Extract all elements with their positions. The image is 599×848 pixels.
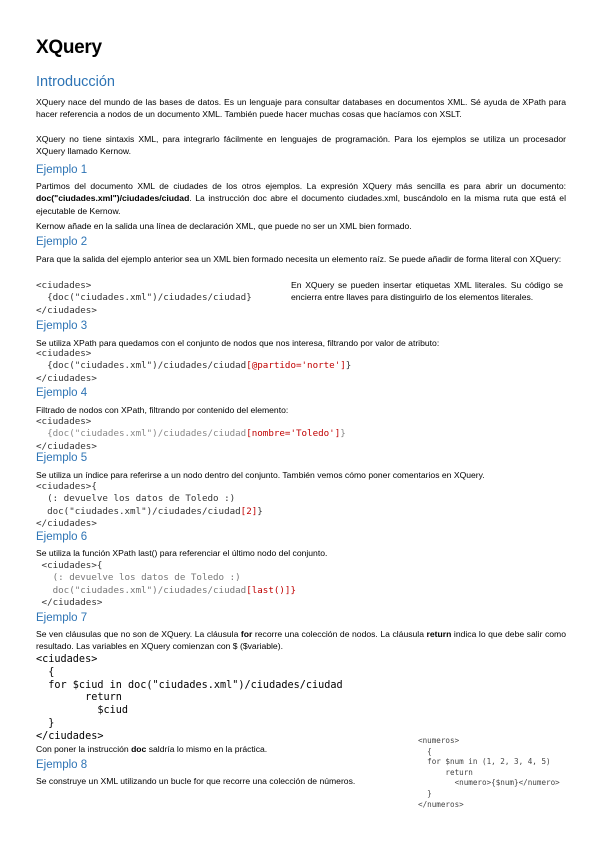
ejemplo-2-code: <ciudades> {doc("ciudades.xml")/ciudades/ciudad} </ciudades> — [36, 280, 252, 316]
heading-ejemplo-8: Ejemplo 8 — [36, 759, 88, 771]
ejemplo-8-paragraph: Se construye un XML utilizando un bucle for que recorre una colección de números. — [36, 776, 356, 786]
ejemplo-7-code: <ciudades> { for $ciud in doc("ciudades.xml")/ciudades/ciudad return $ciud } </ciudades> — [36, 654, 343, 742]
heading-ejemplo-6: Ejemplo 6 — [36, 531, 88, 543]
ejemplo-6-paragraph: Se utiliza la función XPath last() para referenciar el último nodo del conjunto. — [36, 548, 328, 558]
ejemplo-7-paragraph-1: Se ven cláusulas que no son de XQuery. La cláusula for recorre una colección de nodos. La cláusula return indica lo que debe salir como resultado. Las variables en XQuery comienzan con $ ($variable). — [36, 629, 566, 652]
heading-ejemplo-5: Ejemplo 5 — [36, 452, 88, 464]
ejemplo-4-code: <ciudades> {doc("ciudades.xml")/ciudades/ciudad[nombre='Toledo']} </ciudades> — [36, 416, 346, 452]
ejemplo-2-side-note: En XQuery se pueden insertar etiquetas XML literales. Su código se encierra entre llaves para distinguirlo de los elementos literales. — [291, 280, 563, 303]
ejemplo-7-paragraph-2: Con poner la instrucción doc saldría lo mismo en la práctica. — [36, 744, 268, 754]
ejemplo-4-paragraph: Filtrado de nodos con XPath, filtrando por contenido del elemento: — [36, 405, 289, 415]
ejemplo-1-paragraph-1: Partimos del documento XML de ciudades de los otros ejemplos. La expresión XQuery más sencilla es para abrir un documento: doc("ciudades.xml")/ciudades/ciudad. La instrucción doc abre el documento ciudades.xml, buscándolo en la misma ruta que está el ejecutable de Kernow. — [36, 181, 566, 216]
intro-paragraph-1: XQuery nace del mundo de las bases de datos. Es un lenguaje para consultar databases en documentos XML. Sé ayuda de XPath para hacer referencia a nodos de un documento XML. También puede hacer muchas cosas que hacíamos con XSLT. — [36, 97, 566, 120]
heading-ejemplo-3: Ejemplo 3 — [36, 320, 88, 332]
heading-ejemplo-1: Ejemplo 1 — [36, 164, 88, 176]
section-heading-introduccion: Introducción — [36, 74, 115, 90]
ejemplo-3-paragraph: Se utiliza XPath para quedamos con el conjunto de nodos que nos interesa, filtrando por valor de atributo: — [36, 338, 440, 348]
heading-ejemplo-2: Ejemplo 2 — [36, 236, 88, 248]
ejemplo-2-paragraph: Para que la salida del ejemplo anterior sea un XML bien formado necesita un elemento raíz. Se puede añadir de forma literal con XQuery: — [36, 254, 562, 264]
heading-ejemplo-7: Ejemplo 7 — [36, 612, 88, 624]
intro-paragraph-2: XQuery no tiene sintaxis XML, para integrarlo fácilmente en lenguajes de programación. Para los ejemplos se utiliza un procesador XQuery llamado Kernow. — [36, 134, 566, 157]
ejemplo-6-code: <ciudades>{ (: devuelve los datos de Toledo :) doc("ciudades.xml")/ciudades/ciudad[last()]} </ciudades> — [36, 560, 297, 609]
document-title: XQuery — [36, 37, 102, 58]
ejemplo-8-code: <numeros> { for $num in (1, 2, 3, 4, 5) return <numero>{$num}</numero> } </numeros> — [418, 736, 560, 809]
heading-ejemplo-4: Ejemplo 4 — [36, 387, 88, 399]
doc-expression: doc("ciudades.xml")/ciudades/ciudad — [36, 193, 190, 204]
ejemplo-5-code: <ciudades>{ (: devuelve los datos de Toledo :) doc("ciudades.xml")/ciudades/ciudad[2]} </ciudades> — [36, 481, 263, 530]
ejemplo-3-code: <ciudades> {doc("ciudades.xml")/ciudades/ciudad[@partido='norte']} </ciudades> — [36, 348, 352, 384]
ejemplo-1-paragraph-2: Kernow añade en la salida una línea de declaración XML, que puede no ser un XML bien formado. — [36, 221, 412, 231]
ejemplo-5-paragraph: Se utiliza un índice para referirse a un nodo dentro del conjunto. También vemos cómo poner comentarios en XQuery. — [36, 470, 485, 480]
